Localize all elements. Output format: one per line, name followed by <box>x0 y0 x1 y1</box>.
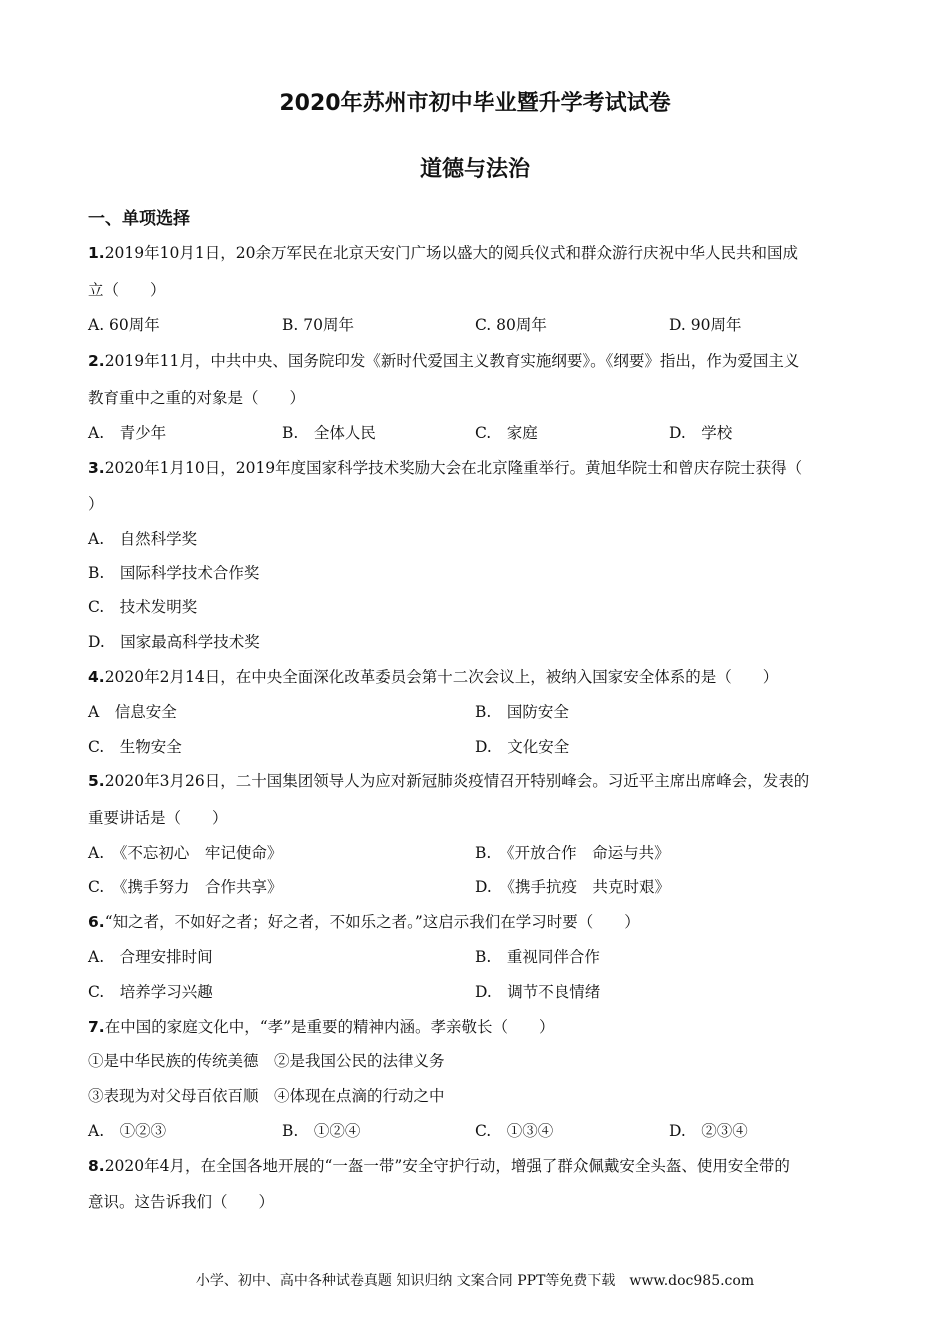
question-text: 2020年4月，在全国各地开展的“一盔一带”安全守护行动，增强了群众佩戴安全头盔、使用安全带的 <box>104 1157 790 1175</box>
q6-option-a: A. 合理安排时间 <box>88 948 213 966</box>
subject-title: 道德与法治 <box>419 157 530 182</box>
q5-option-d: D. 《携手抗疫 共克时艰》 <box>475 878 671 896</box>
q3-option-b: B. 国际科学技术合作奖 <box>88 564 260 582</box>
question-text: 2019年10月1日，20余万军民在北京天安门广场以盛大的阅兵仪式和群众游行庆祝中华人民共和国成 <box>104 244 798 262</box>
question-1-line-2: 立（ ） <box>88 281 166 299</box>
question-8-line-1 <box>88 1154 790 1176</box>
question-number: 3. <box>88 459 105 477</box>
q4-option-d: D. 文化安全 <box>475 738 570 756</box>
question-number: 1. <box>88 244 105 262</box>
question-text: 2020年1月10日，2019年度国家科学技术奖励大会在北京隆重举行。黄旭华院士和曾庆存院士获得（ <box>104 459 803 477</box>
q5-option-c: C. 《携手努力 合作共享》 <box>88 878 283 896</box>
q4-option-c: C. 生物安全 <box>88 738 182 756</box>
question-3-line-1 <box>88 456 802 478</box>
question-number: 7. <box>88 1018 105 1036</box>
question-5-line-2: 重要讲话是（ ） <box>88 809 228 827</box>
q5-option-b: B. 《开放合作 命运与共》 <box>475 844 670 862</box>
q6-option-d: D. 调节不良情绪 <box>475 983 601 1001</box>
question-2-line-2: 教育重中之重的对象是（ ） <box>88 389 306 407</box>
question-2-line-1 <box>88 349 799 371</box>
exam-title: 2020年苏州市初中毕业暨升学考试试卷 <box>279 91 671 116</box>
question-text: 2020年3月26日，二十国集团领导人为应对新冠肺炎疫情召开特别峰会。习近平主席出席峰会，发表的 <box>104 772 810 790</box>
q4-option-a: A 信息安全 <box>88 703 177 721</box>
question-7-line-1 <box>88 1015 555 1037</box>
q1-option-d: D. 90周年 <box>669 316 742 334</box>
q7-statements-2: ③表现为对父母百依百顺 ④体现在点滴的行动之中 <box>88 1087 445 1105</box>
q6-option-c: C. 培养学习兴趣 <box>88 983 213 1001</box>
q7-option-b: B. ①②④ <box>282 1122 361 1140</box>
question-text: “知之者，不如好之者；好之者，不如乐之者。”这启示我们在学习时要（ ） <box>104 913 640 931</box>
q3-option-c: C. 技术发明奖 <box>88 598 198 616</box>
question-text: 2019年11月，中共中央、国务院印发《新时代爱国主义教育实施纲要》。《纲要》指出，作为爱国主义 <box>104 352 800 370</box>
q4-option-b: B. 国防安全 <box>475 703 569 721</box>
section-heading: 一、单项选择 <box>88 209 190 229</box>
question-number: 6. <box>88 913 105 931</box>
q6-option-b: B. 重视同伴合作 <box>475 948 600 966</box>
q7-option-d: D. ②③④ <box>669 1122 748 1140</box>
question-number: 8. <box>88 1157 105 1175</box>
question-number: 5. <box>88 772 105 790</box>
q2-option-c: C. 家庭 <box>475 424 538 442</box>
question-text: 在中国的家庭文化中，“孝”是重要的精神内涵。孝亲敬长（ ） <box>104 1018 555 1036</box>
q2-option-a: A. 青少年 <box>88 424 167 442</box>
question-text: 2020年2月14日，在中央全面深化改革委员会第十二次会议上，被纳入国家安全体系的是（ ） <box>104 668 779 686</box>
question-number: 2. <box>88 352 105 370</box>
question-number: 4. <box>88 668 105 686</box>
q2-option-d: D. 学校 <box>669 424 733 442</box>
q5-option-a: A. 《不忘初心 牢记使命》 <box>88 844 283 862</box>
question-3-line-2: ） <box>88 495 104 513</box>
question-4-line-1 <box>88 665 778 687</box>
question-8-line-2: 意识。这告诉我们（ ） <box>88 1193 275 1211</box>
q2-option-b: B. 全体人民 <box>282 424 376 442</box>
q1-option-c: C. 80周年 <box>475 316 547 334</box>
q7-statements-1: ①是中华民族的传统美德 ②是我国公民的法律义务 <box>88 1052 445 1070</box>
q3-option-a: A. 自然科学奖 <box>88 530 198 548</box>
question-5-line-1 <box>88 769 809 791</box>
q1-option-a: A. 60周年 <box>88 316 160 334</box>
q3-option-d: D. 国家最高科学技术奖 <box>88 633 260 651</box>
footer-banner: 小学、初中、高中各种试卷真题 知识归纳 文案合同 PPT等免费下载 www.doc985.com <box>195 1273 755 1289</box>
q1-option-b: B. 70周年 <box>282 316 354 334</box>
question-6-line-1 <box>88 910 640 932</box>
question-1-line-1 <box>88 241 798 263</box>
q7-option-a: A. ①②③ <box>88 1122 167 1140</box>
q7-option-c: C. ①③④ <box>475 1122 554 1140</box>
